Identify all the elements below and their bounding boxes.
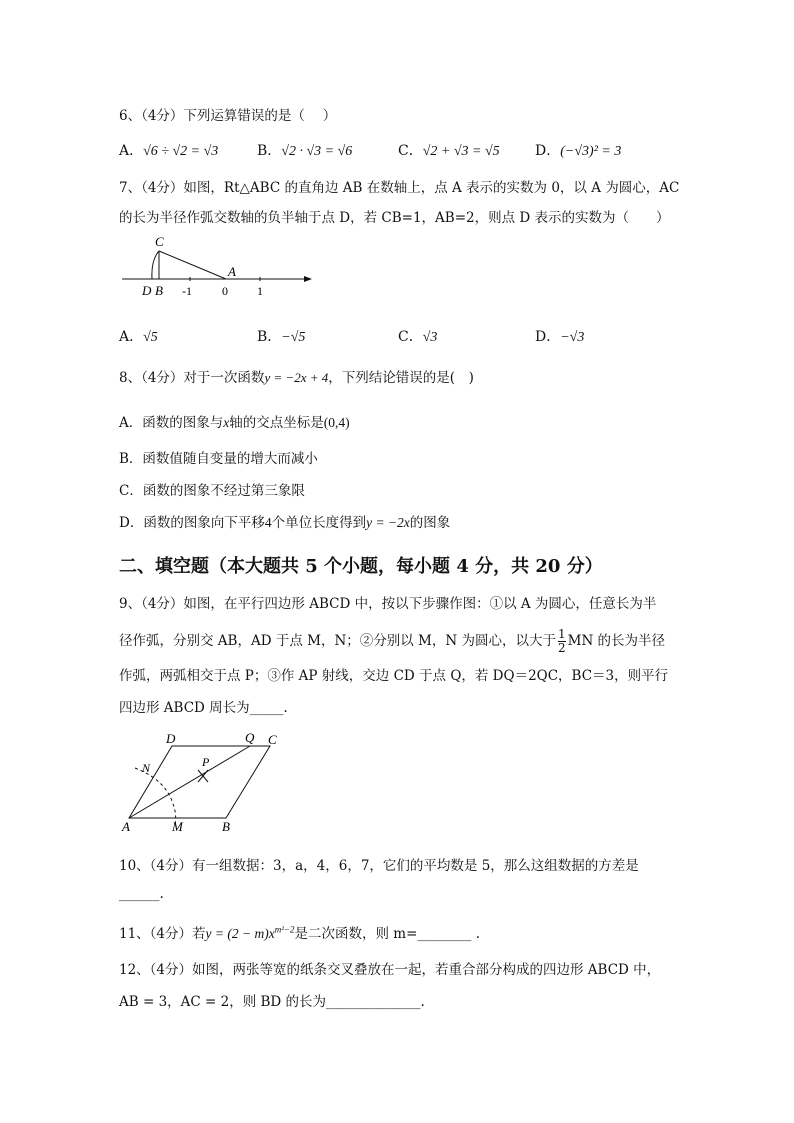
axis-arrow [304,276,312,282]
label-a: A [122,819,130,834]
label-one: 1 [257,284,263,298]
option-label: A． [119,143,144,159]
label-n: N [142,761,151,775]
q7-number-line-figure [118,230,318,302]
option-label: A． [119,329,144,345]
q7-option-b [257,326,305,346]
q8a-pre: A．函数的图象与 [119,415,224,431]
q8d-post: 的图象 [409,515,451,531]
label-d: D [142,283,152,298]
option-label: B． [257,329,282,345]
label-d: D [166,731,176,746]
q11-stem [119,922,480,942]
q8d-pre: D．函数的图象向下平移 [119,515,265,531]
q8-option-b: B．函数值随自变量的增大而减小 [119,451,318,467]
q11-exponent: m²−2 [274,924,295,935]
label-c: C [268,732,277,747]
q8d-expr: y = −2x [366,515,410,530]
q8a-x: x [223,415,230,430]
label-q: Q [245,730,255,745]
q11-post: 是二次函数，则 m=________ . [294,926,481,942]
fraction-denominator: 2 [557,641,566,655]
label-b: B [222,819,230,834]
option-expr: √3 [422,330,438,345]
segment-ca [159,251,226,279]
q7-option-d [535,326,584,346]
q9-line1: 9、（4分）如图，在平行四边形 ABCD 中，按以下步骤作图：①以 A 为圆心，任意长为半 [119,596,657,612]
label-b: B [155,283,163,298]
q12-line1: 12、（4分）如图，两张等宽的纸条交叉叠放在一起，若重合部分构成的四边形 ABCD 中， [119,962,661,978]
q9-line2-pre: 径作弧，分别交 AB，AD 于点 M，N；②分别以 M，N 为圆心，以大于 [119,633,556,649]
q8-stem-post: ，下列结论错误的是( ) [328,370,474,386]
q8-option-d [119,511,450,531]
q9-line3: 作弧，两弧相交于点 P；③作 AP 射线，交边 CD 于点 Q，若 DQ＝2QC，BC＝3，则平行 [119,668,669,684]
q8a-mid: 轴的交点坐标是 [229,415,324,431]
q6-stem: 6、（4分）下列运算错误的是（ ） [119,108,337,124]
q8-stem [119,366,474,386]
label-m: M [172,819,183,834]
option-label: D． [535,329,561,345]
label-a: A [228,264,236,279]
q6-option-b [257,140,352,160]
q8-option-a [119,411,350,431]
ray-ap [129,746,250,818]
q8a-point: (0,4) [323,415,350,430]
option-expr: −√5 [281,330,306,345]
q9-line4: 四边形 ABCD 周长为_____. [119,700,288,716]
q7-option-c [398,326,437,346]
option-expr: √2 · √3 = √6 [281,144,353,159]
q9-fraction [558,628,566,655]
q7-line2: 的长为半径作弧交数轴的负半轴于点 D，若 CB=1，AB=2，则点 D 表示的实数为（ ） [119,210,670,226]
option-label: D． [535,143,561,159]
option-label: C． [398,329,423,345]
label-zero: 0 [222,284,228,298]
q12-line2: AB = 3，AC = 2，则 BD 的长为______________. [119,994,425,1010]
q9-line2 [119,628,665,655]
section-title: 二、填空题（本大题共 5 个小题，每小题 4 分，共 20 分） [119,556,603,577]
label-c: C [155,234,164,249]
parallelogram-abcd [129,746,270,818]
q9-parallelogram-figure [118,728,288,836]
q6-option-a [119,140,218,160]
q9-line2-post: MN 的长为半径 [567,633,666,649]
q7-line1: 7、（4分）如图，Rt△ABC 的直角边 AB 在数轴上，点 A 表示的实数为 0，以 A 为圆心，AC [119,180,680,196]
q8-function-expr: y = −2x + 4 [264,370,329,385]
q10-line1: 10、（4分）有一组数据：3，a，4，6，7，它们的平均数是 5，那么这组数据的方差是 [119,858,639,874]
q11-expr: y = (2 − m)x [205,926,275,941]
option-expr: √5 [143,330,158,345]
option-expr: −√3 [560,330,585,345]
q7-option-a [119,326,158,346]
q8-stem-pre: 8、（4分）对于一次函数 [119,370,265,386]
arc-cd [152,251,159,279]
q8-option-c: C．函数的图象不经过第三象限 [119,483,305,499]
q8d-num: 4 [264,515,272,530]
q11-pre: 11、（4分）若 [119,926,206,942]
option-expr: √2 + √3 = √5 [422,144,500,159]
q6-option-c [398,140,500,160]
option-expr: (−√3)² = 3 [560,144,622,159]
option-label: C． [398,143,423,159]
q8d-mid: 个单位长度得到 [271,515,367,531]
fraction-numerator: 1 [557,627,566,641]
q10-line2: ______. [119,886,164,902]
label-p: P [202,755,210,769]
option-label: B． [257,143,282,159]
option-expr: √6 ÷ √2 = √3 [143,144,219,159]
q6-option-d [535,140,621,160]
label-minus1: -1 [182,284,192,298]
